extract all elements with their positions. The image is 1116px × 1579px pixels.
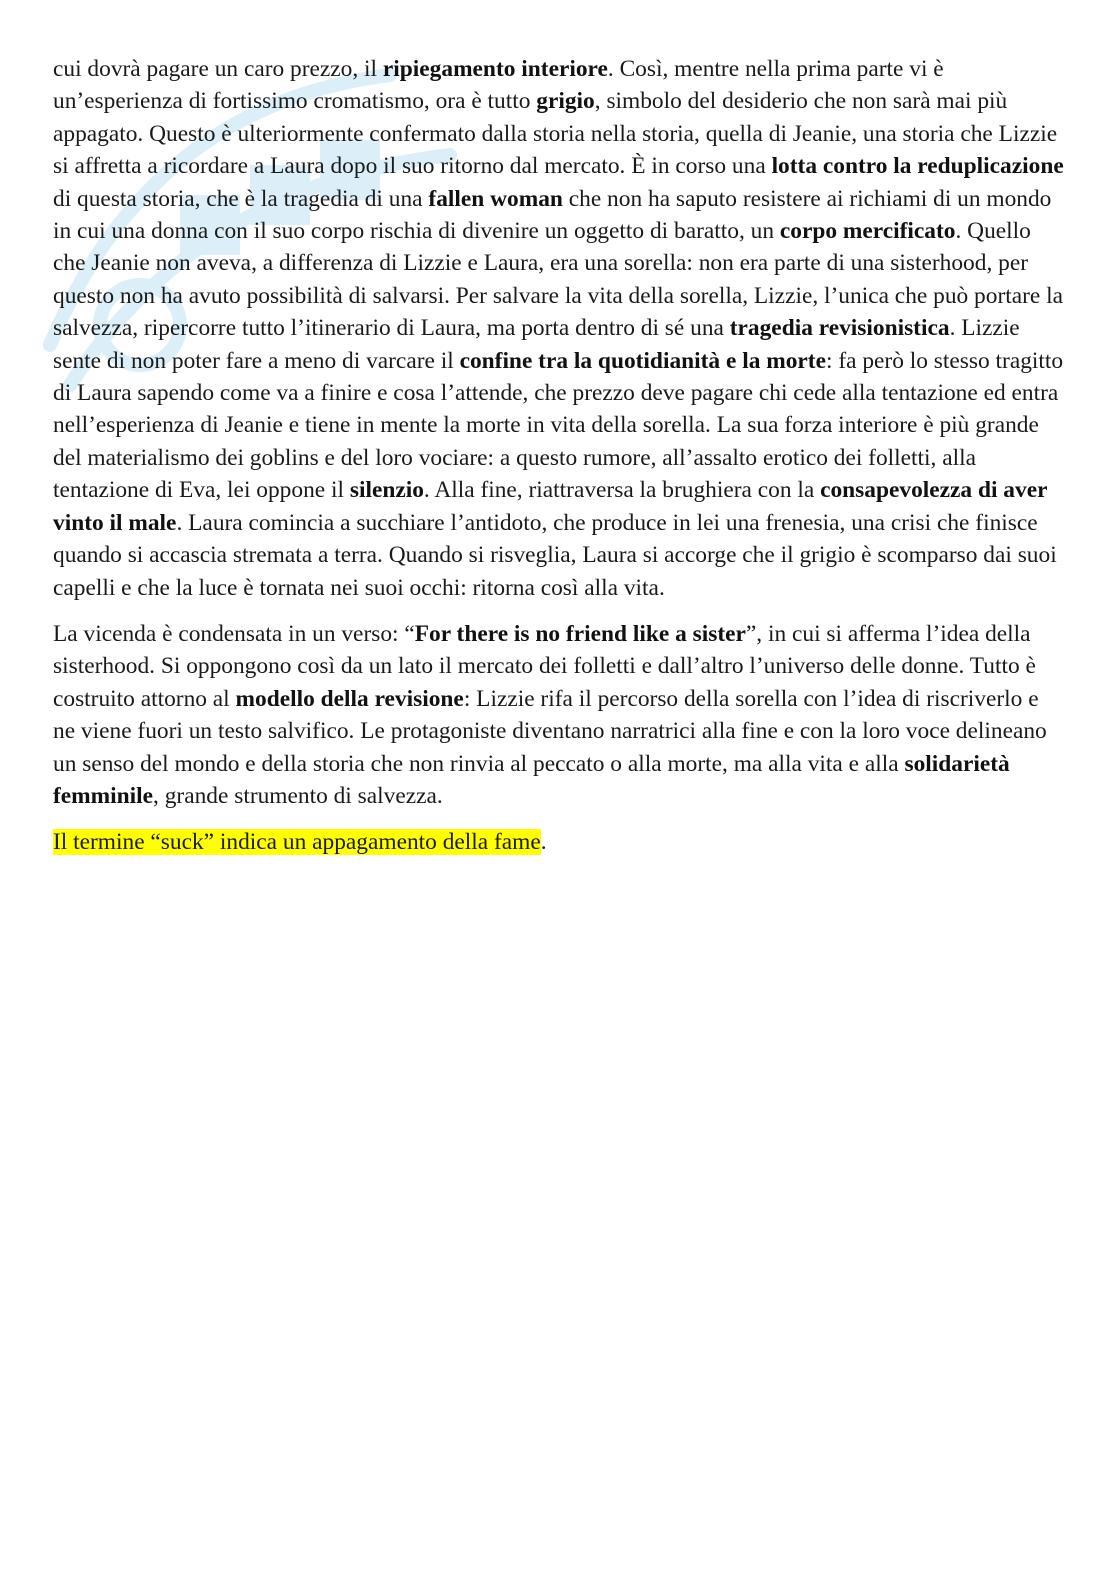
- paragraph-2: [53, 618, 1065, 812]
- bold-phrase: For there is no friend like a sister: [414, 620, 746, 647]
- text-run: ”, in cui si afferma l’idea della sisterhood. Si oppongono così da un lato il mercato dei folletti e dall’altro l’universo delle donne. Tutto è costruito attorno al: [53, 620, 1036, 712]
- bold-phrase: solidarietà femminile: [53, 750, 1010, 809]
- bold-phrase: fallen woman: [428, 185, 563, 212]
- text-run: . Laura comincia a succhiare l’antidoto, che produce in lei una frenesia, una crisi che finisce quando si accascia stremata a terra. Quando si risveglia, Laura si accorge che il grigio è scomparso dai suoi capelli e che la luce è tornata nei suoi occhi: ritorna così alla vita.: [53, 509, 1057, 601]
- text-run: . Così, mentre nella prima parte vi è un’esperienza di fortissimo cromatismo, ora è tutto: [53, 56, 944, 115]
- paragraph-3: [53, 826, 1065, 858]
- text-run: . Lizzie sente di non poter fare a meno di varcare il: [53, 315, 1020, 374]
- text-run: : fa però lo stesso tragitto di Laura sapendo come va a finire e cosa l’attende, che prezzo deve pagare chi cede alla tentazione ed entra nell’esperienza di Jeanie e tiene in mente la morte in vita della sorella. La sua forza interiore è più grande del materialismo dei goblins e del loro vociare: a questo rumore, all’assalto erotico dei folletti, alla tentazione di Eva, lei oppone il: [53, 347, 1064, 504]
- paragraph-1: [53, 53, 1065, 604]
- text-run: La vicenda è condensata in un verso: “: [53, 620, 415, 647]
- text-run: , simbolo del desiderio che non sarà mai più appagato. Questo è ulteriormente confermato dalla storia nella storia, quella di Jeanie, una storia che Lizzie si affretta a ricordare a Laura dopo il suo ritorno dal mercato. È in corso una: [53, 88, 1058, 180]
- bold-phrase: modello della revisione: [235, 685, 464, 712]
- bold-phrase: ripiegamento interiore: [382, 56, 608, 82]
- document-page: [53, 53, 1065, 873]
- text-run: . Alla fine, riattraversa la brughiera con la: [423, 477, 821, 504]
- bold-phrase: silenzio: [349, 477, 424, 504]
- text-run: . Quello che Jeanie non aveva, a differenza di Lizzie e Laura, era una sorella: non era parte di una sisterhood, per questo non ha avuto possibilità di salvarsi. Per salvare la vita della sorella, Lizzie, l’unica che può portare la salvezza, ripercorre tutto l’itinerario di Laura, ma porta dentro di sé una: [53, 218, 1064, 342]
- bold-phrase: grigio: [536, 88, 595, 115]
- text-run: .: [540, 829, 547, 856]
- bold-phrase: tragedia revisionistica: [729, 315, 950, 342]
- text-run: : Lizzie rifa il percorso della sorella con l’idea di riscriverlo e ne viene fuori un testo salvifico. Le protagoniste diventano narratrici alla fine e con la loro voce delineano un senso del mondo e della storia che non rinvia al peccato o alla morte, ma alla vita e alla: [53, 685, 1047, 777]
- text-run: , grande strumento di salvezza.: [153, 782, 443, 809]
- bold-phrase: lotta contro la reduplicazione: [771, 153, 1064, 180]
- text-run: che non ha saputo resistere ai richiami di un mondo in cui una donna con il suo corpo rischia di divenire un oggetto di baratto, un: [53, 185, 1052, 245]
- bold-phrase: corpo mercificato: [779, 218, 956, 245]
- bold-phrase: consapevolezza di aver vinto il male: [53, 477, 1048, 536]
- text-run: di questa storia, che è la tragedia di una: [53, 185, 429, 212]
- bold-phrase: confine tra la quotidianità e la morte: [459, 347, 826, 374]
- text-run: cui dovrà pagare un caro prezzo, il: [53, 56, 383, 82]
- highlighted-text: Il termine “suck” indica un appagamento della fame: [53, 829, 541, 856]
